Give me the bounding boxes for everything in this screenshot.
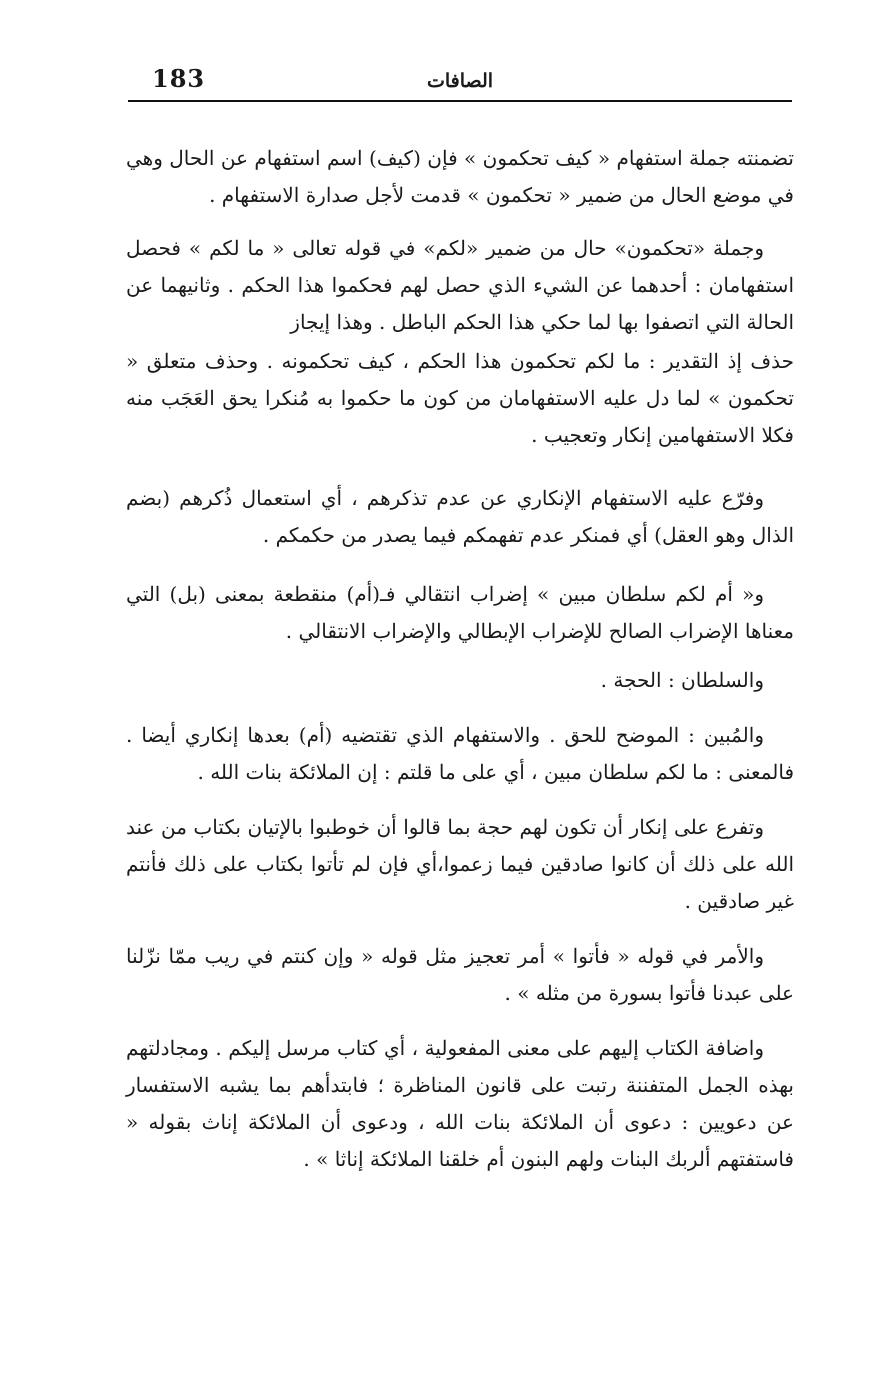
header-rule	[128, 100, 792, 102]
running-title: الصافات	[426, 70, 494, 92]
paragraph: وجملة «تحكمون» حال من ضمير «لكم» في قوله تعالى « ما لكم » فحصل استفهامان : أحدهما عن الشيء الذي حصل لهم فحكموا هذا الحكم . وثانيهما عن الحالة التي اتصفوا بها لما حكي هذا الحكم الباطل . وهذا إيجاز	[126, 236, 794, 334]
paragraph: و« أم لكم سلطان مبين » إضراب انتقالي فـ(أم) منقطعة بمعنى (بل) التي معناها الإضراب الصالح للإضراب الإبطالي والإضراب الانتقالي .	[126, 582, 794, 643]
page-body	[126, 140, 794, 1190]
page-number: 183	[152, 64, 206, 93]
page-header	[128, 60, 792, 102]
paragraph: وفرّع عليه الاستفهام الإنكاري عن عدم تذكرهم ، أي استعمال ذُكرهم (بضم الذال وهو العقل) أي فمنكر عدم تفهمكم فيما يصدر من حكمكم .	[126, 486, 794, 547]
paragraph: والمُبين : الموضح للحق . والاستفهام الذي تقتضيه (أم) بعدها إنكاري أيضا . فالمعنى : ما لكم سلطان مبين ، أي على ما قلتم : إن الملائكة بنات الله .	[126, 723, 794, 784]
paragraph: وتفرع على إنكار أن تكون لهم حجة بما قالوا أن خوطبوا بالإتيان بكتاب من عند الله على ذلك أن كانوا صادقين فيما زعموا،أي فإن لم تأتوا بكتاب على ذلك فأنتم غير صادقين .	[126, 815, 794, 913]
paragraph: واضافة الكتاب إليهم على معنى المفعولية ، أي كتاب مرسل إليكم . ومجادلتهم بهذه الجمل المتفننة رتبت على قانون المناظرة ؛ فابتدأهم بما يشبه الاستفسار عن دعويين : دعوى أن الملائكة بنات الله ، ودعوى أن الملائكة إناث بقوله « فاستفتهم ألربك البنات ولهم البنون أم خلقنا الملائكة إناثا » .	[126, 1036, 794, 1171]
paragraph: تضمنته جملة استفهام « كيف تحكمون » فإن (كيف) اسم استفهام عن الحال وهي في موضع الحال من ضمير « تحكمون » قدمت لأجل صدارة الاستفهام .	[126, 146, 794, 207]
paragraph: والأمر في قوله « فأتوا » أمر تعجيز مثل قوله « وإن كنتم في ريب ممّا نزّلنا على عبدنا فأتوا بسورة من مثله » .	[126, 944, 794, 1005]
paragraph: والسلطان : الحجة .	[600, 668, 764, 692]
paragraph: حذف إذ التقدير : ما لكم تحكمون هذا الحكم ، كيف تحكمونه . وحذف متعلق « تحكمون » لما دل عليه الاستفهامان من كون ما حكموا به مُنكرا يحق العَجَب منه فكلا الاستفهامين إنكار وتعجيب .	[126, 349, 794, 447]
